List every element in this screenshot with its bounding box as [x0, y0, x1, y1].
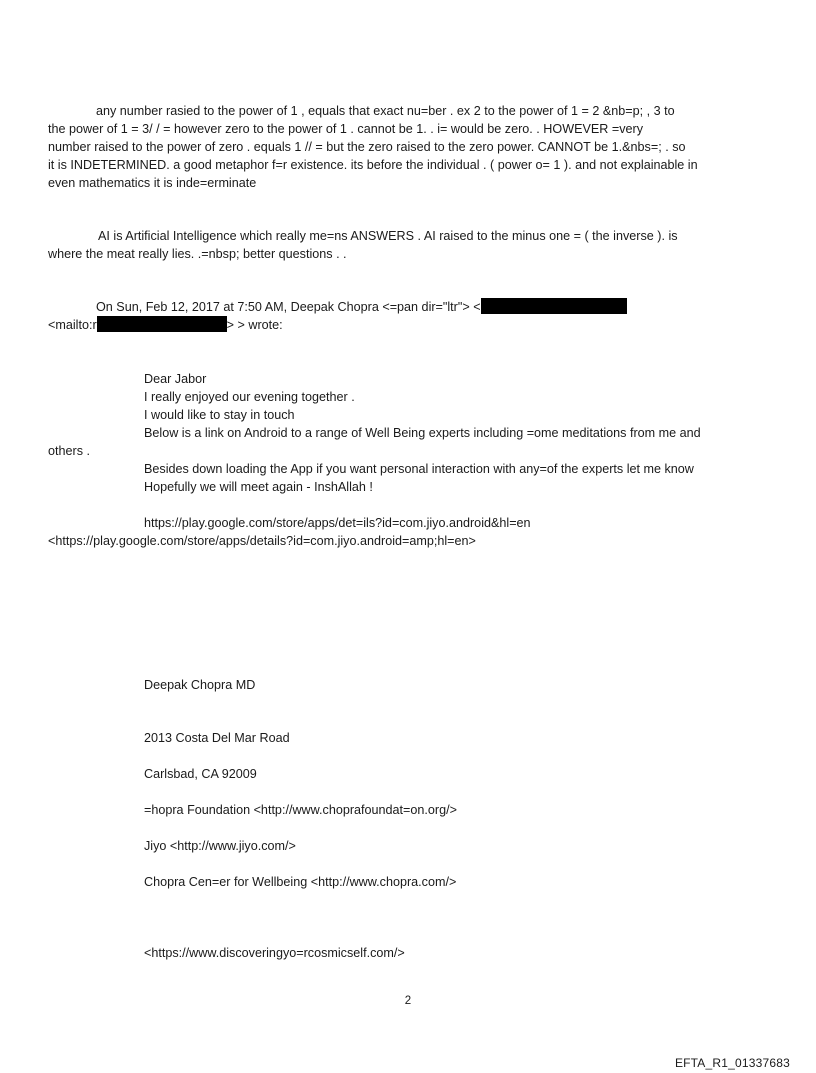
quoted-line-3a: Below is a link on Android to a range of Well Being experts including =ome meditations from me and	[144, 426, 701, 440]
mailto-prefix: <mailto:r	[48, 318, 97, 332]
redaction-box	[97, 316, 227, 332]
quoted-line-2: I would like to stay in touch	[144, 408, 295, 422]
quote-header-line-1	[48, 298, 770, 316]
quoted-message	[144, 370, 784, 442]
signature-address-1: 2013 Costa Del Mar Road	[144, 731, 290, 745]
signature-address-2: Carlsbad, CA 92009	[144, 767, 257, 781]
quoted-greeting: Dear Jabor	[144, 372, 207, 386]
page-number: 2	[404, 995, 412, 1007]
quoted-line-4: Besides down loading the App if you want personal interaction with any=of the experts let me know	[144, 462, 694, 476]
bates-number: EFTA_R1_01337683	[674, 1056, 790, 1070]
reply-p1-line-2: the power of 1 = 3/ / = however zero to the power of 1 . cannot be 1. . i= would be zero. . HOWEVER =very	[48, 122, 644, 136]
reply-p1-line-3: number raised to the power of zero . equals 1 // = but the zero raised to the zero power. CANNOT be 1.&nbs=; . so	[48, 140, 686, 154]
signature-name: Deepak Chopra MD	[144, 678, 256, 692]
quoted-message-cont	[144, 460, 784, 496]
quoted-link-1[interactable]: https://play.google.com/store/apps/det=ils?id=com.jiyo.android&hl=en	[144, 516, 531, 530]
redaction-box	[481, 298, 627, 314]
signature-cosmic-link[interactable]: <https://www.discoveringyo=rcosmicself.com/>	[144, 946, 405, 960]
quote-header-line-2	[48, 316, 770, 334]
signature-jiyo-link[interactable]: Jiyo <http://www.jiyo.com/>	[144, 839, 296, 853]
reply-paragraph-2	[48, 227, 770, 263]
reply-p2-line-2: where the meat really lies. .=nbsp; better questions . .	[48, 247, 347, 261]
reply-p1-line-1: any number rasied to the power of 1 , equals that exact nu=ber . ex 2 to the power of 1 = 2 &nb=p; , 3 to	[96, 104, 675, 118]
reply-paragraph-1	[48, 102, 770, 192]
quoted-line-5: Hopefully we will meet again - InshAllah !	[144, 480, 373, 494]
quoted-line-3b-wrap	[48, 442, 770, 460]
quoted-link-2-wrap	[48, 532, 770, 550]
wrote-suffix: > > wrote:	[226, 318, 283, 332]
quoted-line-3b: others .	[48, 444, 90, 458]
reply-p1-line-5: even mathematics it is inde=erminate	[48, 176, 257, 190]
reply-p1-line-4: it is INDETERMINED. a good metaphor f=r existence. its before the individual . ( power o= 1 ). and not explainable in	[48, 158, 698, 172]
signature-foundation-link[interactable]: =hopra Foundation <http://www.choprafoundat=on.org/>	[144, 803, 457, 817]
quoted-link-1-wrap	[144, 514, 784, 532]
quote-header-date-sender: On Sun, Feb 12, 2017 at 7:50 AM, Deepak Chopra <=pan dir="ltr"> <	[96, 300, 481, 314]
quoted-link-2[interactable]: <https://play.google.com/store/apps/details?id=com.jiyo.android=amp;hl=en>	[48, 534, 476, 548]
reply-p2-line-1: AI is Artificial Intelligence which really me=ns ANSWERS . AI raised to the minus one = ( the inverse ). is	[98, 229, 678, 243]
signature-center-link[interactable]: Chopra Cen=er for Wellbeing <http://www.chopra.com/>	[144, 875, 457, 889]
quote-header	[48, 298, 770, 334]
quoted-line-1: I really enjoyed our evening together .	[144, 390, 355, 404]
